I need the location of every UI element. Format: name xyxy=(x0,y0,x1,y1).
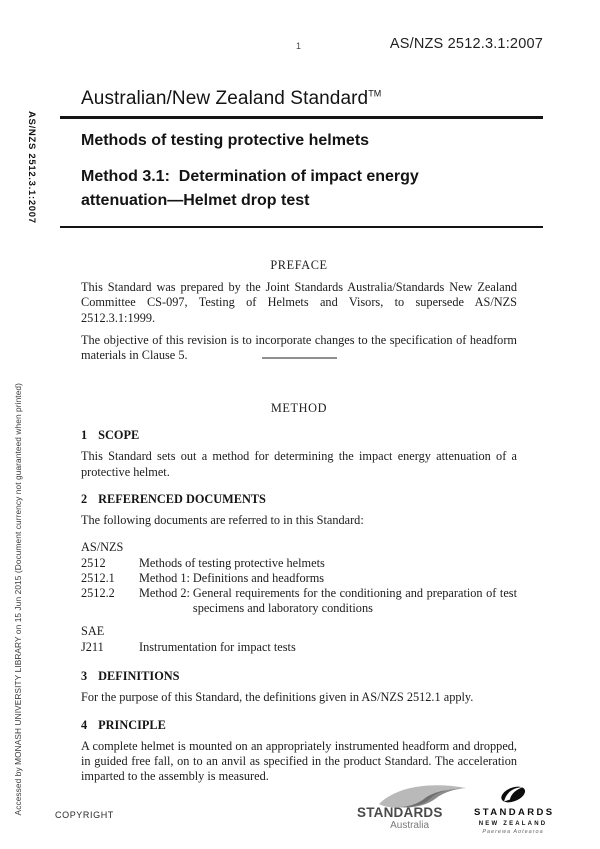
doc-title-line2a: Method 3.1: Determination of impact energy xyxy=(81,167,419,185)
section-3-number: 3 xyxy=(81,668,88,683)
document-body xyxy=(81,258,517,784)
section-1-number: 1 xyxy=(81,428,88,443)
reference-group-label-sae: SAE xyxy=(81,624,105,639)
section-1-title: SCOPE xyxy=(98,428,140,443)
reference-prefix: Method 2: xyxy=(139,586,190,601)
page-content xyxy=(60,36,543,784)
reference-row-2512-2 xyxy=(81,586,517,616)
standards-nz-name: STANDARDS xyxy=(474,807,555,818)
reference-desc: General requirements for the conditioning and preparation of test specimens and laboratory conditions xyxy=(192,586,517,616)
section-4-body: A complete helmet is mounted on an appropriately instrumented headform and dropped, in guided free fall, on to an anvil as specified in the product Standard. The acceleration imparted to the assembly is measured. xyxy=(81,738,517,784)
section-4-heading xyxy=(81,718,517,733)
preface-end-divider xyxy=(262,357,337,359)
referenced-documents-list xyxy=(81,540,517,654)
reference-desc: Definitions and headforms xyxy=(192,570,325,585)
copyright-label: COPYRIGHT xyxy=(55,810,114,820)
section-3-title: DEFINITIONS xyxy=(98,668,180,683)
doc-title-line2 xyxy=(81,165,543,213)
standards-australia-logo xyxy=(357,783,469,829)
trademark-symbol: TM xyxy=(368,88,382,99)
standards-australia-name: STANDARDS xyxy=(357,805,443,820)
standards-australia-region: Australia xyxy=(390,820,429,831)
reference-desc: Methods of testing protective helmets xyxy=(139,555,325,570)
standards-nz-region: NEW ZEALAND xyxy=(478,821,548,827)
brand-title-text: Australian/New Zealand Standard xyxy=(81,88,369,109)
method-heading: METHOD xyxy=(270,400,328,415)
section-1-body: This Standard sets out a method for determining the impact energy attenuation of a protective helmet. xyxy=(81,449,517,479)
reference-code: 2512.1 xyxy=(81,570,115,585)
standard-brand-title xyxy=(81,88,543,110)
section-1-heading xyxy=(81,428,517,443)
preface-para-2: The objective of this revision is to incorporate changes to the specification of headform materials in Clause 5. xyxy=(81,332,517,363)
reference-code: 2512 xyxy=(81,555,106,570)
page-header xyxy=(60,36,543,56)
standards-nz-tagline: Paerewa Aotearoa xyxy=(482,829,544,835)
standards-new-zealand-logo xyxy=(474,784,555,835)
doc-title-line2b: attenuation—Helmet drop test xyxy=(81,191,310,209)
reference-prefix: Method 1: xyxy=(139,570,190,585)
reference-code: J211 xyxy=(81,639,104,654)
reference-group-sae xyxy=(81,624,517,654)
title-block xyxy=(81,129,543,213)
page-number: 1 xyxy=(296,41,302,51)
section-3-body: For the purpose of this Standard, the definitions given in AS/NZS 2512.1 apply. xyxy=(81,690,474,705)
sidebar-access-note: Accessed by MONASH UNIVERSITY LIBRARY on 15 Jun 2015 (Document currency not guaranteed when printed) xyxy=(13,383,23,816)
section-4-number: 4 xyxy=(81,717,88,732)
section-2-number: 2 xyxy=(81,491,88,506)
section-2-body: The following documents are referred to in this Standard: xyxy=(81,512,364,527)
section-2-title: REFERENCED DOCUMENTS xyxy=(98,491,266,506)
section-4-title: PRINCIPLE xyxy=(98,717,166,732)
preface-para-1: This Standard was prepared by the Joint Standards Australia/Standards New Zealand Committee CS-097, Testing of Helmets and Visors, to supersede AS/NZS 2512.3.1:1999. xyxy=(81,280,517,325)
reference-row-j211 xyxy=(81,640,517,655)
sidebar-standard-code: AS/NZS 2512.3.1:2007 xyxy=(26,111,37,224)
header-doc-code: AS/NZS 2512.3.1:2007 xyxy=(389,36,543,52)
title-rule-bottom xyxy=(60,226,543,229)
doc-title-line1: Methods of testing protective helmets xyxy=(81,131,370,149)
reference-row-2512 xyxy=(81,556,517,571)
section-3-heading xyxy=(81,669,517,684)
reference-row-2512-1 xyxy=(81,571,517,586)
reference-group-label-asnzs: AS/NZS xyxy=(81,540,124,555)
reference-desc: Instrumentation for impact tests xyxy=(139,639,296,654)
title-rule-top xyxy=(60,116,543,119)
standards-nz-koru-icon xyxy=(497,784,529,805)
section-2-heading xyxy=(81,492,517,507)
reference-code: 2512.2 xyxy=(81,586,115,601)
preface-heading: PREFACE xyxy=(270,258,328,272)
